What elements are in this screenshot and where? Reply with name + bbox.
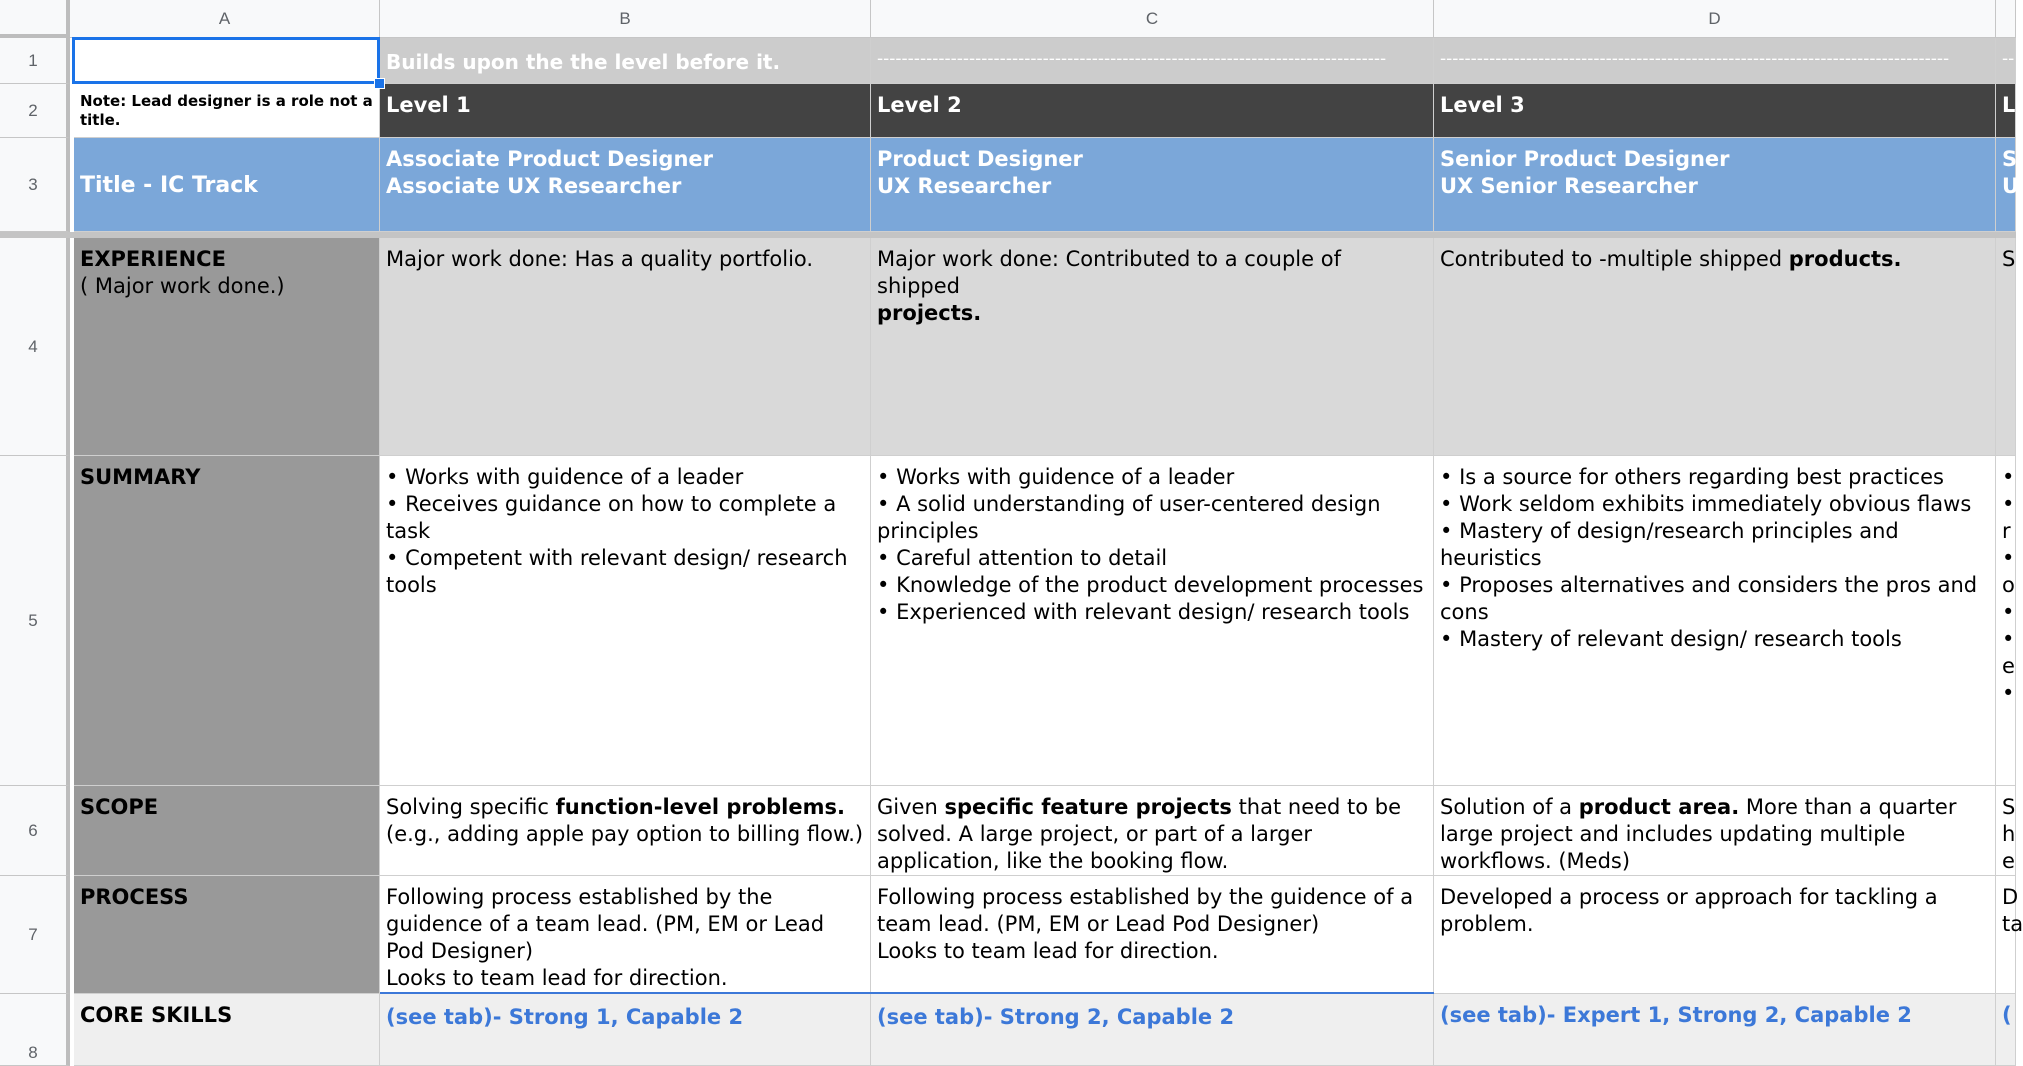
cell-e7-process[interactable]	[1996, 876, 2023, 994]
cell-b1[interactable]: Builds upon the the level before it.	[380, 38, 871, 84]
summary-bullet: • Competent with relevant design/ research tools	[386, 545, 864, 599]
cell-a2-note[interactable]: Note: Lead designer is a role not a title.	[74, 84, 380, 138]
summary-bullet: • Mastery of design/research principles and heuristics	[1440, 518, 1989, 572]
scope-text: Solving specific	[386, 795, 556, 819]
process-text: Looks to team lead for direction.	[877, 939, 1219, 963]
summary-fragment: •	[2002, 627, 2015, 651]
cell-c8-core-skills-link[interactable]: (see tab)- Strong 2, Capable 2	[871, 994, 1434, 1066]
experience-sublabel: ( Major work done.)	[80, 274, 285, 298]
row-header-4[interactable]: 4	[0, 238, 70, 456]
cell-c6-scope[interactable]	[871, 786, 1434, 876]
cell-a4-experience[interactable]	[74, 238, 380, 456]
title-line: UX Researcher	[877, 174, 1052, 198]
cell-d6-scope[interactable]	[1434, 786, 1996, 876]
row-header-7[interactable]: 7	[0, 876, 70, 994]
row-header-2[interactable]: 2	[0, 84, 70, 138]
cell-a6-scope[interactable]: SCOPE	[74, 786, 380, 876]
cell-c1[interactable]: -----------------------------------------------------------------------------------	[871, 38, 1434, 84]
experience-bold: products.	[1788, 247, 1902, 271]
cell-c4-experience[interactable]	[871, 238, 1434, 456]
title-line: Associate UX Researcher	[386, 174, 682, 198]
cell-d4-experience[interactable]	[1434, 238, 1996, 456]
row-header-5[interactable]: 5	[0, 456, 70, 786]
column-header-d[interactable]: D	[1434, 0, 1996, 38]
summary-fragment: •	[2002, 546, 2015, 570]
cell-b6-scope[interactable]	[380, 786, 871, 876]
cell-c5-summary[interactable]	[871, 456, 1434, 786]
cell-b3-title[interactable]	[380, 138, 871, 232]
experience-label: EXPERIENCE	[80, 247, 226, 271]
cell-e2-level[interactable]: L	[1996, 84, 2016, 138]
summary-fragment: •	[2002, 681, 2015, 705]
cell-e6-scope[interactable]	[1996, 786, 2016, 876]
process-text: Looks to team lead for direction.	[386, 966, 728, 990]
experience-text: Contributed to -multiple shipped	[1440, 247, 1789, 271]
cell-d3-title[interactable]	[1434, 138, 1996, 232]
title-line: U	[2002, 174, 2020, 198]
scope-bold: specific feature projects	[944, 795, 1232, 819]
summary-bullet: • Receives guidance on how to complete a task	[386, 491, 864, 545]
cell-b7-process[interactable]	[380, 876, 871, 994]
cell-b4-experience[interactable]: Major work done: Has a quality portfolio.	[380, 238, 871, 456]
cell-a3-title-label[interactable]: Title - IC Track	[74, 138, 380, 232]
scope-fragment: e	[2002, 849, 2015, 873]
cell-a7-process[interactable]: PROCESS	[74, 876, 380, 994]
summary-bullet: • Careful attention to detail	[877, 545, 1427, 572]
row-header-8[interactable]: 8	[0, 994, 70, 1066]
summary-bullet: • Work seldom exhibits immediately obvious flaws	[1440, 491, 1989, 518]
cell-b5-summary[interactable]	[380, 456, 871, 786]
title-line: UX Senior Researcher	[1440, 174, 1698, 198]
scope-text: that need to be solved. A large project, or part of a larger application, like the booking flow.	[877, 795, 1402, 873]
select-all-corner[interactable]	[0, 0, 70, 38]
summary-fragment: e	[2002, 654, 2015, 678]
column-header-a[interactable]: A	[70, 0, 380, 38]
summary-bullet: • Works with guidence of a leader	[386, 464, 864, 491]
row-header-6[interactable]: 6	[0, 786, 70, 876]
cell-b8-core-skills-link[interactable]: (see tab)- Strong 1, Capable 2	[380, 994, 871, 1066]
process-fragment: ta	[2002, 912, 2023, 936]
title-line: Product Designer	[877, 147, 1083, 171]
summary-bullet: • Knowledge of the product development processes	[877, 572, 1427, 599]
scope-text: Solution of a	[1440, 795, 1579, 819]
cell-e4-experience[interactable]: S	[1996, 238, 2016, 456]
summary-fragment: •	[2002, 492, 2015, 516]
scope-example: (e.g., adding apple pay option to billing flow.)	[386, 822, 864, 846]
summary-bullet: • Experienced with relevant design/ research tools	[877, 599, 1427, 626]
experience-bold: projects.	[877, 301, 982, 325]
summary-bullet: • Proposes alternatives and considers the pros and cons	[1440, 572, 1989, 626]
cell-e1[interactable]: --	[1996, 38, 2016, 84]
cell-d8-core-skills-link[interactable]: (see tab)- Expert 1, Strong 2, Capable 2	[1434, 994, 1996, 1066]
cell-a5-summary[interactable]: SUMMARY	[74, 456, 380, 786]
cell-e8-core-skills-link[interactable]: (	[1996, 994, 2016, 1066]
cell-a1[interactable]	[74, 38, 380, 84]
cell-e3-title[interactable]	[1996, 138, 2020, 232]
scope-bold: product area.	[1578, 795, 1740, 819]
cell-c3-title[interactable]	[871, 138, 1434, 232]
row-header-3[interactable]: 3	[0, 138, 70, 232]
column-header-e[interactable]	[1996, 0, 2016, 38]
cell-a8-core-skills[interactable]: CORE SKILLS	[74, 994, 380, 1066]
title-line: Associate Product Designer	[386, 147, 713, 171]
cell-d2-level[interactable]: Level 3	[1434, 84, 1996, 138]
summary-fragment: •	[2002, 465, 2015, 489]
summary-fragment: o	[2002, 573, 2015, 597]
title-line: Senior Product Designer	[1440, 147, 1730, 171]
summary-bullet: • Works with guidence of a leader	[877, 464, 1427, 491]
cell-d5-summary[interactable]	[1434, 456, 1996, 786]
summary-bullet: • Is a source for others regarding best practices	[1440, 464, 1989, 491]
title-line: S	[2002, 147, 2018, 171]
summary-bullet: • Mastery of relevant design/ research tools	[1440, 626, 1989, 653]
scope-text: Given	[877, 795, 945, 819]
cell-d7-process[interactable]: Developed a process or approach for tackling a problem.	[1434, 876, 1996, 994]
scope-bold: function-level problems.	[555, 795, 845, 819]
cell-d1[interactable]: -----------------------------------------------------------------------------------	[1434, 38, 1996, 84]
column-header-c[interactable]: C	[871, 0, 1434, 38]
row-header-1[interactable]: 1	[0, 38, 70, 84]
cell-c7-process[interactable]	[871, 876, 1434, 994]
cell-c2-level[interactable]: Level 2	[871, 84, 1434, 138]
fill-handle[interactable]	[374, 78, 385, 89]
experience-text: Major work done: Contributed to a couple of shipped	[877, 247, 1341, 298]
cell-b2-level[interactable]: Level 1	[380, 84, 871, 138]
summary-fragment: •	[2002, 600, 2015, 624]
summary-bullet: • A solid understanding of user-centered design principles	[877, 491, 1427, 545]
process-fragment: D	[2002, 885, 2019, 909]
summary-fragment: r	[2002, 519, 2011, 543]
process-text: Following process established by the guidence of a team lead. (PM, EM or Lead Pod Designer)	[386, 885, 825, 963]
scope-text: More than a quarter large project and includes updating multiple workflows. (Meds)	[1440, 795, 1957, 873]
scope-fragment: S	[2002, 795, 2016, 819]
scope-fragment: h	[2002, 822, 2016, 846]
column-header-b[interactable]: B	[380, 0, 871, 38]
cell-e5-summary[interactable]	[1996, 456, 2016, 786]
process-text: Following process established by the guidence of a team lead. (PM, EM or Lead Pod Designer)	[877, 885, 1414, 936]
